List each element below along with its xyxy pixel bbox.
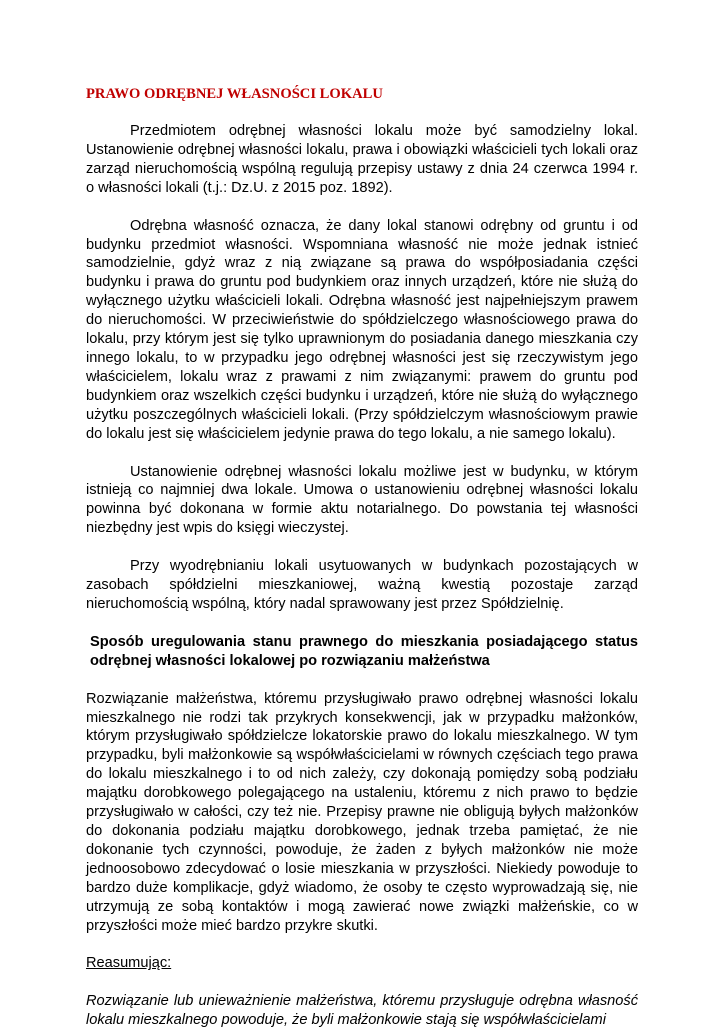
- paragraph-4: Przy wyodrębnianiu lokali usytuowanych w budynkach pozostających w zasobach spółdzielni mieszkaniowej, ważną kwestią pozostaje zarząd nieruchomością wspólną, który nadal sprawowany jest przez Spółdzielnię.: [86, 558, 638, 612]
- document-title: PRAWO ODRĘBNEJ WŁASNOŚCI LOKALU: [86, 86, 383, 102]
- paragraph-1: Przedmiotem odrębnej własności lokalu może być samodzielny lokal. Ustanowienie odrębnej własności lokalu, prawa i obowiązki właścicieli tych lokali oraz zarząd nieruchomością wspólną regulują przepisy ustawy z dnia 24 czerwca 1994 r. o własności lokali (t.j.: Dz.U. z 2015 poz. 1892).: [86, 123, 638, 196]
- paragraph-3: Ustanowienie odrębnej własności lokalu możliwe jest w budynku, w którym istnieją co najmniej dwa lokale. Umowa o ustanowieniu odrębnej własności lokalu powinna być dokonana w formie aktu notarialnego. Do powstania tej własności niezbędny jest wpis do księgi wieczystej.: [86, 463, 638, 537]
- section-heading: Sposób uregulowania stanu prawnego do mieszkania posiadającego status odrębnej własności lokalowej po rozwiązaniu małżeństwa: [90, 633, 638, 669]
- document-page: [86, 85, 638, 1030]
- paragraph-2: Odrębna własność oznacza, że dany lokal stanowi odrębny od gruntu i od budynku przedmiot własności. Wspomniana własność nie może jednak istnieć samodzielnie, gdyż wraz z nią związane są prawa do współposiadania części budynku i prawa do gruntu pod budynkiem oraz innych urządzeń, które nie służą do wyłącznego użytku właścicieli lokali. Odrębna własność jest najpełniejszym prawem do nieruchomości. W przeciwieństwie do spółdzielczego własnościowego prawa do lokalu, przy którym jest się tylko uprawnionym do posiadania danego mieszkania czy innego lokalu, to w przypadku jego odrębnej własności jest się rzeczywistym jego właścicielem, lokalu wraz z prawami z nim związanymi: prawem do gruntu pod budynkiem oraz wszelkich części budynku i urządzeń, które nie służą do wyłącznego użytku poszczególnych właścicieli lokali. (Przy spółdzielczym własnościowym prawie do lokalu jest się właścicielem jedynie prawa do tego lokalu, a nie samego lokalu).: [86, 217, 638, 442]
- summary-label: Reasumując:: [86, 955, 172, 972]
- summary-text: Rozwiązanie lub unieważnienie małżeństwa, któremu przysługuje odrębna własność lokalu mieszkalnego powoduje, że byli małżonkowie stają się współwłaścicielami: [86, 993, 638, 1029]
- section-paragraph: Rozwiązanie małżeństwa, któremu przysługiwało prawo odrębnej własności lokalu mieszkalnego nie rodzi tak przykrych konsekwencji, jak w przypadku małżonków, którym przysługiwało spółdzielcze lokatorskie prawo do lokalu mieszkalnego. W tym przypadku, byli małżonkowie są współwłaścicielami w równych częściach tego prawa do lokalu mieszkalnego i to od nich zależy, czy dokonają pomiędzy sobą podziału majątku dorobkowego polegającego na ustaleniu, któremu z nich prawo to będzie przysługiwało w całości, czy też nie. Przepisy prawne nie obligują byłych małżonków do dokonania podziału majątku dorobkowego, jednak trzeba pamiętać, że nie dokonanie tych czynności, powoduje, że żaden z byłych małżonków nie może jednoosobowo zdecydować o losie mieszkania w przyszłości. Niekiedy powoduje to bardzo duże komplikacje, gdyż wiadomo, że osoby te często wyprowadzają się, nie utrzymują ze sobą kontaktów i mogą zawierać nowe związki małżeńskie, co w przyszłości może mieć bardzo przykre skutki.: [86, 690, 638, 934]
